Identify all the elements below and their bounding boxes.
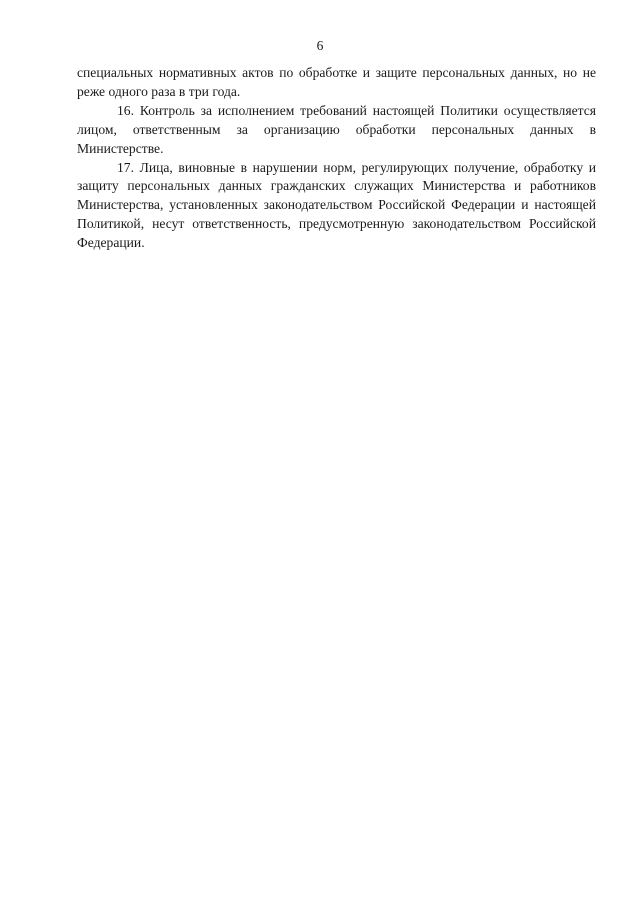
document-body (77, 64, 596, 253)
paragraph-16: 16. Контроль за исполнением требований настоящей Политики осуществляется лицом, ответственным за организацию обработки персональных данных в Министерстве. (77, 102, 596, 156)
paragraph-continuation: специальных нормативных актов по обработке и защите персональных данных, но не реже одного раза в три года. (77, 65, 596, 99)
page-number: 6 (316, 38, 324, 53)
paragraph-17: 17. Лица, виновные в нарушении норм, регулирующих получение, обработку и защиту персональных данных гражданских служащих Министерства и работников Министерства, установленных законодательством Российской Федерации и настоящей Политикой, несут ответственность, предусмотренную законодательством Российской Федерации. (77, 159, 596, 251)
